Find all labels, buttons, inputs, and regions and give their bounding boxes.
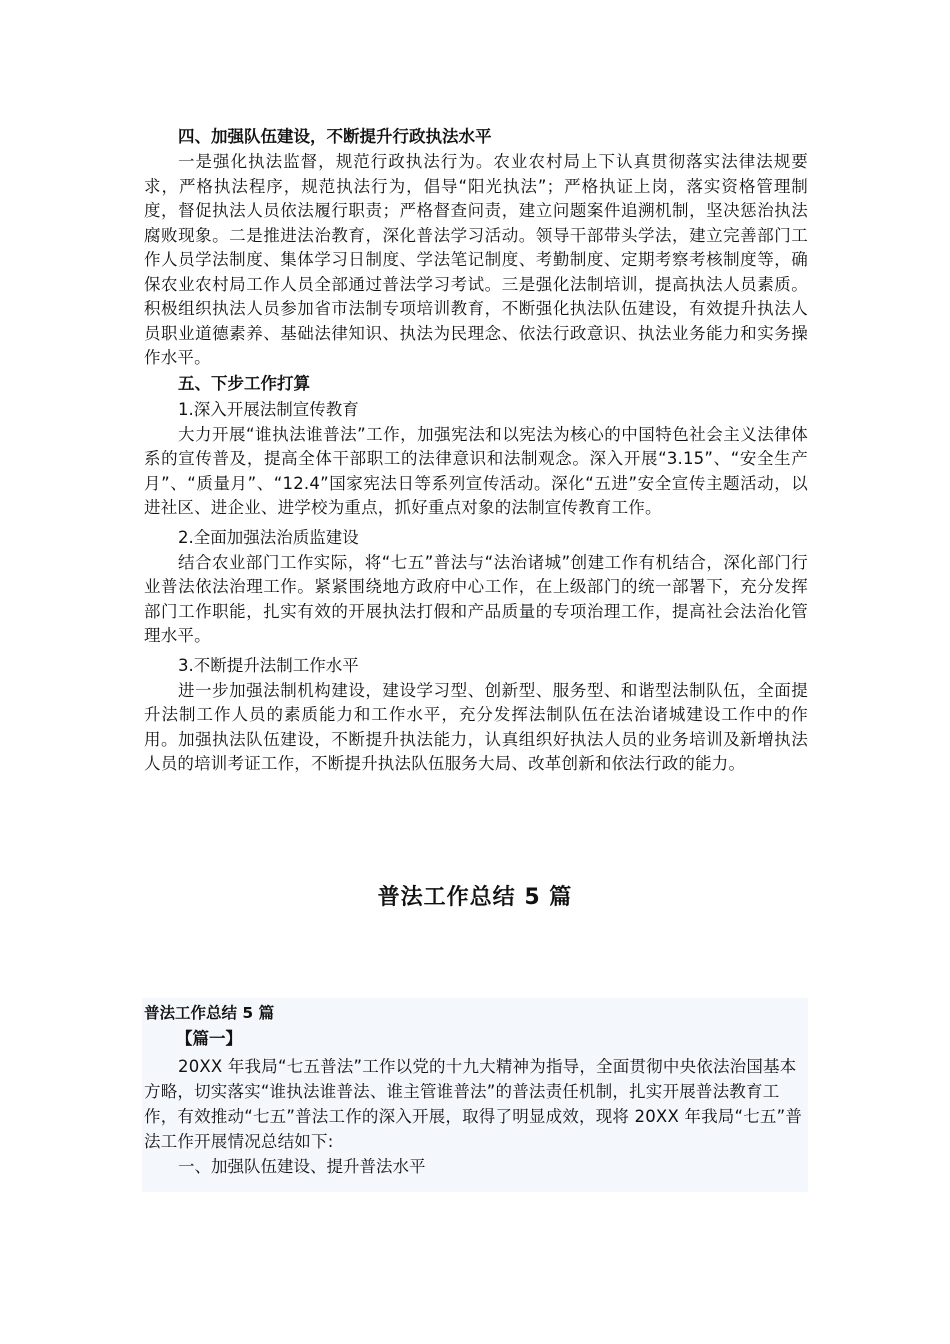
excerpt-subheading: 一、加强队伍建设、提升普法水平 xyxy=(178,1157,426,1176)
document-body xyxy=(144,124,808,777)
plan-item-paragraph: 大力开展“谁执法谁普法”工作，加强宪法和以宪法为核心的中国特色社会主义法律体系的宣传普及，提高全体干部职工的法律意识和法制观念。深入开展“3.15”、“安全生产月”、“质量月”、“12.4”国家宪法日等系列宣传活动。深化“五进”安全宣传主题活动，以进社区、进企业、进学校为重点，抓好重点对象的法制宣传教育工作。 xyxy=(144,424,808,517)
plan-item-paragraph: 进一步加强法制机构建设，建设学习型、创新型、服务型、和谐型法制队伍，全面提升法制工作人员的素质能力和工作水平，充分发挥法制队伍在法治诸城建设工作中的作用。加强执法队伍建设，不断提升执法能力，认真组织好执法人员的业务培训及新增执法人员的培训考证工作，不断提升执法队伍服务大局、改革创新和依法行政的能力。 xyxy=(144,680,808,773)
excerpt-label: 【篇一】 xyxy=(176,1029,242,1048)
section-heading-5: 五、下步工作打算 xyxy=(178,373,310,393)
plan-item-title: 3.不断提升法制工作水平 xyxy=(178,655,359,675)
document-title: 普法工作总结 5 篇 xyxy=(377,885,573,910)
excerpt-title: 普法工作总结 5 篇 xyxy=(144,1004,275,1022)
plan-item-paragraph: 结合农业部门工作实际，将“七五”普法与“法治诸城”创建工作有机结合，深化部门行业普法依法治理工作。紧紧围绕地方政府中心工作，在上级部门的统一部署下，充分发挥部门工作职能，扎实有效的开展执法打假和产品质量的专项治理工作，提高社会法治化管理水平。 xyxy=(144,552,808,645)
section-paragraph-4: 一是强化执法监督，规范行政执法行为。农业农村局上下认真贯彻落实法律法规要求，严格执法程序，规范执法行为，倡导“阳光执法”；严格执证上岗，落实资格管理制度，督促执法人员依法履行职责；严格督查问责，建立问题案件追溯机制，坚决惩治执法腐败现象。二是推进法治教育，深化普法学习活动。领导干部带头学法，建立完善部门工作人员学法制度、集体学习日制度、学法笔记制度、考勤制度、定期考察考核制度等，确保农业农村局工作人员全部通过普法学习考试。三是强化法制培训，提高执法人员素质。积极组织执法人员参加省市法制专项培训教育，不断强化执法队伍建设，有效提升执法人员职业道德素养、基础法律知识、执法为民理念、依法行政意识、执法业务能力和实务操作水平。 xyxy=(144,152,808,367)
section-heading-4: 四、加强队伍建设，不断提升行政执法水平 xyxy=(178,127,492,146)
plan-item-title: 1.深入开展法制宣传教育 xyxy=(178,399,359,419)
excerpt-paragraph: 20XX 年我局“七五普法”工作以党的十九大精神为指导，全面贯彻中央依法治国基本方略，切实落实“谁执法谁普法、谁主管谁普法”的普法责任机制，扎实开展普法教育工作，有效推动“七五”普法工作的深入开展，取得了明显成效，现将 20XX 年我局“七五”普法工作开展情况总结如下: xyxy=(144,1057,803,1151)
plan-item-title: 2.全面加强法治质监建设 xyxy=(178,527,359,547)
excerpt-box xyxy=(142,998,808,1192)
